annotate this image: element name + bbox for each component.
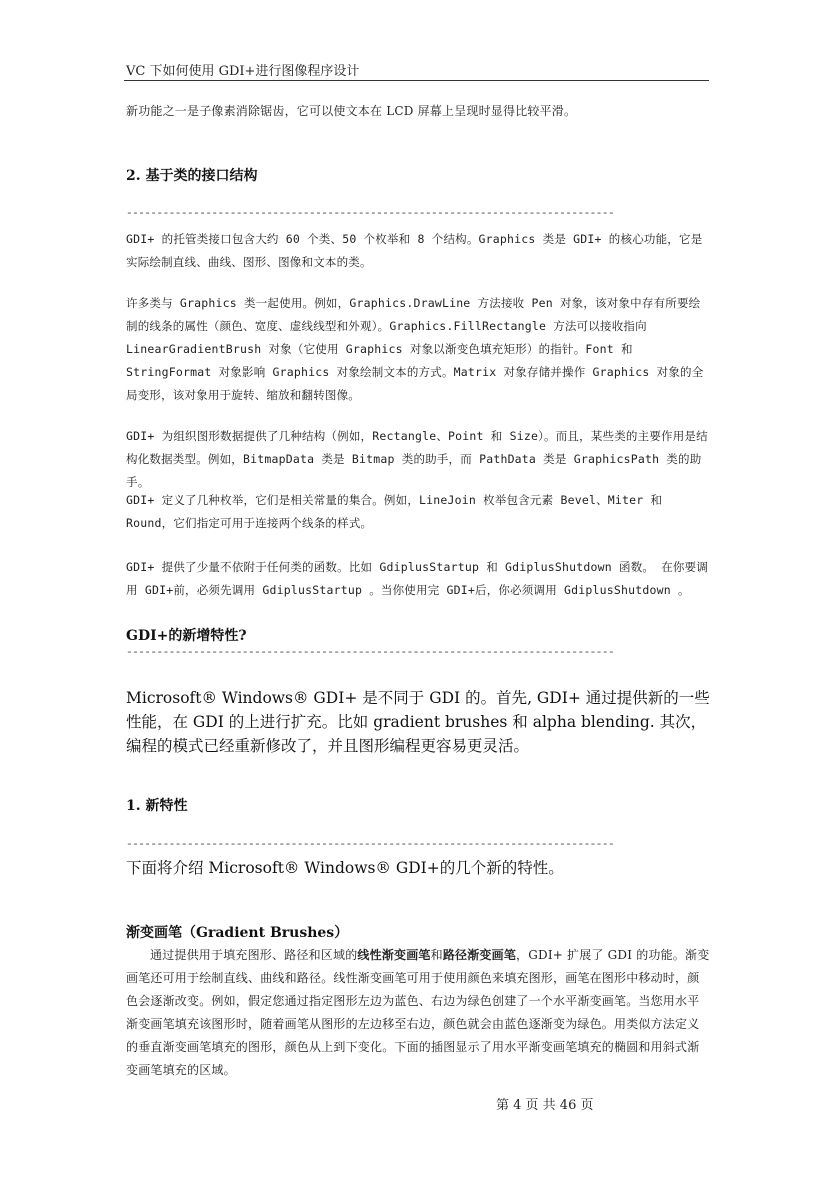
intro-line: 新功能之一是子像素消除锯齿，它可以使文本在 LCD 屏幕上呈现时显得比较平滑。 [126,104,577,118]
section-2-paragraph-2: 许多类与 Graphics 类一起使用。例如，Graphics.DrawLine 方法接收 Pen 对象，该对象中存有所要绘制的线条的属性（颜色、宽度、虚线线型和外观）。Graphics.FillRectangle 方法可以接收指向 LinearGradientBrush 对象（它使用 Graphics 对象以渐变色填充矩形）的指针。Font 和 StringFormat 对象影响 Graphics 对象绘制文本的方式。Matrix 对象存储并操作 Graphics 对象的全局变形，该对象用于旋转、缩放和翻转图像。 [126,296,704,402]
section-1-divider: -------------------------------------------------------------------------------- [126,839,615,851]
section-2-divider: -------------------------------------------------------------------------------- [126,208,615,220]
document-header-title: VC 下如何使用 GDI+进行图像程序设计 [126,64,360,79]
section-2-paragraph-3: GDI+ 为组织图形数据提供了几种结构（例如，Rectangle、Point 和 Size）。而且，某些类的主要作用是结构化数据类型。例如，BitmapData 类是 Bitmap 类的助手，而 PathData 类是 GraphicsPath 类的助手。 [126,429,708,489]
path-gradient-brush-term: 路径渐变画笔 [442,948,517,962]
page-footer: 第 4 页 共 46 页 [496,1098,594,1113]
section-2-paragraph-5: GDI+ 提供了少量不依附于任何类的函数。比如 GdiplusStartup 和 GdiplusShutdown 函数。 在你要调用 GDI+前，必须先调用 GdiplusStartup 。当你使用完 GDI+后，你必须调用 GdiplusShutdown 。 [126,560,709,597]
section-1-paragraph: 下面将介绍 Microsoft® Windows® GDI+的几个新的特性。 [126,859,564,877]
section-2-heading: 2. 基于类的接口结构 [126,168,258,184]
gradient-heading-bold: Gradient Brushes [196,925,335,941]
gradient-brushes-heading [126,922,348,942]
new-features-divider: -------------------------------------------------------------------------------- [126,647,615,659]
section-2-paragraph-4: GDI+ 定义了几种枚举，它们是相关常量的集合。例如，LineJoin 枚举包含元素 Bevel、Miter 和 Round，它们指定可用于连接两个线条的样式。 [126,493,663,530]
header-rule [124,80,709,81]
gradient-text-e: ，GDI+ 扩展了 GDI 的功能。渐变画笔还可用于绘制直线、曲线和路径。线性渐变画笔可用于使用颜色来填充图形，画笔在图形中移动时，颜色会逐渐改变。例如，假定您通过指定图形左边为蓝色、右边为绿色创建了一个水平渐变画笔。当您用水平渐变画笔填充该图形时，随着画笔从图形的左边移至右边，颜色就会由蓝色逐渐变为绿色。用类似方法定义的垂直渐变画笔填充的图形，颜色从上到下变化。下面的插图显示了用水平渐变画笔填充的椭圆和用斜式渐变画笔填充的区域。 [126,948,710,1077]
gradient-text-c: 和 [430,948,443,962]
new-features-heading: GDI+的新增特性? [126,628,247,644]
gradient-heading-prefix: 渐变画笔（ [126,925,196,941]
section-2-paragraph-1: GDI+ 的托管类接口包含大约 60 个类、50 个枚举和 8 个结构。Graphics 类是 GDI+ 的核心功能，它是实际绘制直线、曲线、图形、图像和文本的类。 [126,232,703,269]
gradient-text-a: 通过提供用于填充图形、路径和区域的 [150,948,358,962]
linear-gradient-brush-term: 线性渐变画笔 [357,948,431,962]
new-features-paragraph: Microsoft® Windows® GDI+ 是不同于 GDI 的。首先, GDI+ 通过提供新的一些性能，在 GDI 的上进行扩充。比如 gradient brushes 和 alpha blending. 其次，编程的模式已经重新修改了，并且图形编程更容易更灵活。 [126,689,710,755]
gradient-heading-suffix: ） [334,925,349,941]
section-1-heading: 1. 新特性 [126,798,188,814]
gradient-brushes-paragraph [126,944,711,1082]
